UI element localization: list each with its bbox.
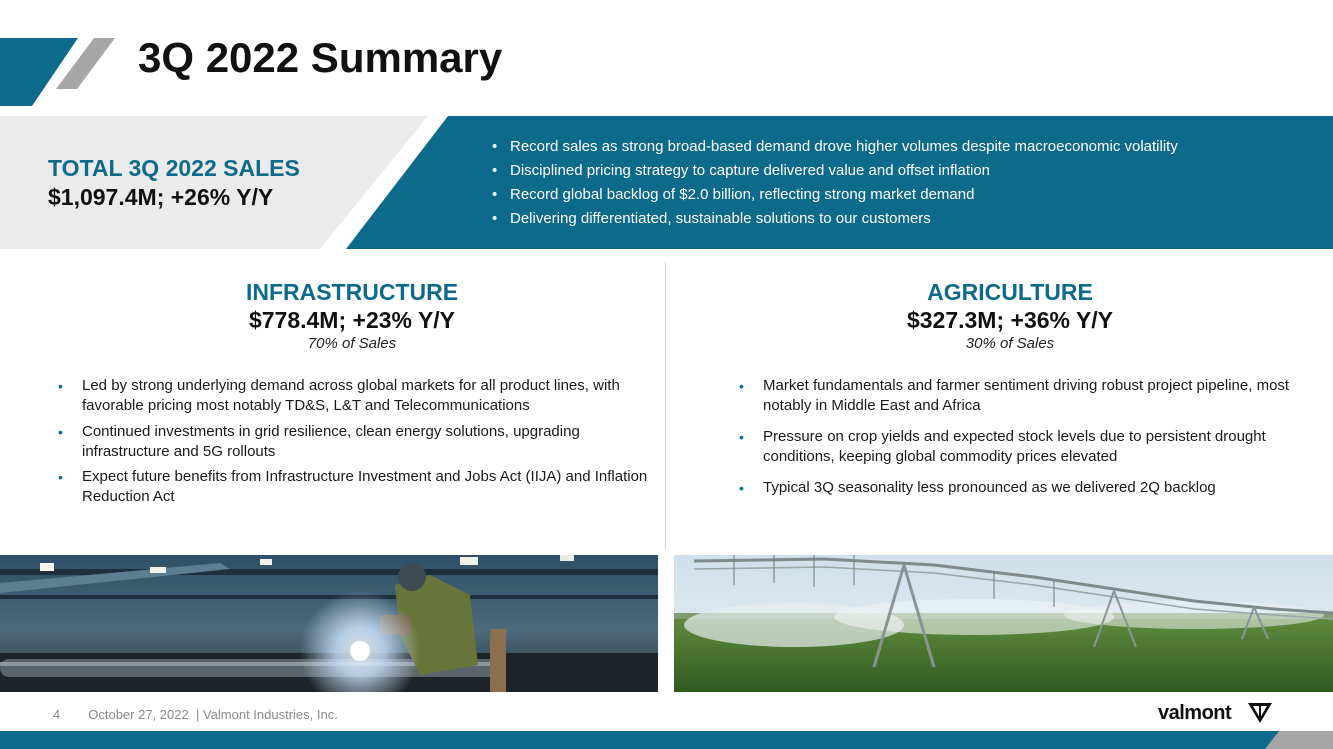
infrastructure-value: $778.4M; +23% Y/Y	[248, 307, 456, 333]
list-item: • Record global backlog of $2.0 billion, reflecting strong market demand	[490, 183, 1178, 207]
footer-company: Valmont Industries, Inc.	[202, 707, 338, 722]
bullet-icon: •	[739, 429, 744, 445]
highlights-list	[490, 135, 1178, 231]
total-sales-value: $1,097.4M; +26% Y/Y	[48, 184, 274, 210]
infrastructure-header	[22, 278, 682, 354]
list-item: • Record sales as strong broad-based demand drove higher volumes despite macroeconomic volatility	[490, 135, 1178, 159]
bullet-icon: •	[739, 480, 744, 496]
list-item: • Typical 3Q seasonality less pronounced as we delivered 2Q backlog	[739, 479, 1216, 496]
page-title: 3Q 2022 Summary	[138, 34, 503, 81]
infrastructure-photo	[0, 555, 658, 692]
agriculture-photo	[674, 555, 1333, 692]
list-item: • Expect future benefits from Infrastructure Investment and Jobs Act (IIJA) and Inflation Reduction Act	[58, 468, 648, 505]
valmont-logo: valmont	[1158, 702, 1232, 724]
agriculture-value: $327.3M; +36% Y/Y	[906, 307, 1114, 333]
list-item: • Pressure on crop yields and expected stock levels due to persistent drought conditions, keeping global commodity prices elevated	[739, 428, 1266, 465]
bullet-icon: •	[492, 138, 498, 155]
bullet-icon: •	[492, 186, 498, 203]
footer-separator: |	[195, 707, 200, 722]
bullet-icon: •	[58, 378, 63, 394]
agriculture-bullets	[737, 376, 1297, 498]
list-item: • Market fundamentals and farmer sentiment driving robust project pipeline, most notably in Middle East and Africa	[739, 377, 1290, 414]
footer-bar	[0, 731, 1333, 749]
agriculture-title: AGRICULTURE	[927, 279, 1093, 305]
bullet-icon: •	[58, 424, 63, 440]
list-item: • Led by strong underlying demand across global markets for all product lines, with favorable pricing most notably TD&S, L&T and Telecommunications	[58, 377, 620, 414]
bullet-icon: •	[739, 378, 744, 394]
list-item: • Disciplined pricing strategy to capture delivered value and offset inflation	[490, 159, 1178, 183]
bullet-icon: •	[492, 210, 498, 227]
valmont-v-icon	[1248, 703, 1272, 723]
list-item: • Delivering differentiated, sustainable solutions to our customers	[490, 207, 1178, 231]
column-divider	[665, 262, 666, 550]
footer	[53, 707, 338, 722]
bullet-icon: •	[492, 162, 498, 179]
title-decoration	[0, 38, 130, 106]
agriculture-share: 30% of Sales	[965, 335, 1055, 352]
infrastructure-title: INFRASTRUCTURE	[245, 279, 459, 305]
infrastructure-bullets	[56, 376, 656, 507]
page-number: 4	[53, 707, 61, 722]
footer-date: October 27, 2022	[88, 707, 189, 722]
total-sales-title: TOTAL 3Q 2022 SALES	[48, 155, 300, 181]
infrastructure-share: 70% of Sales	[307, 335, 397, 352]
list-item: • Continued investments in grid resilience, clean energy solutions, upgrading infrastructure and 5G rollouts	[58, 423, 580, 460]
bullet-icon: •	[58, 469, 63, 485]
agriculture-header	[680, 278, 1333, 354]
